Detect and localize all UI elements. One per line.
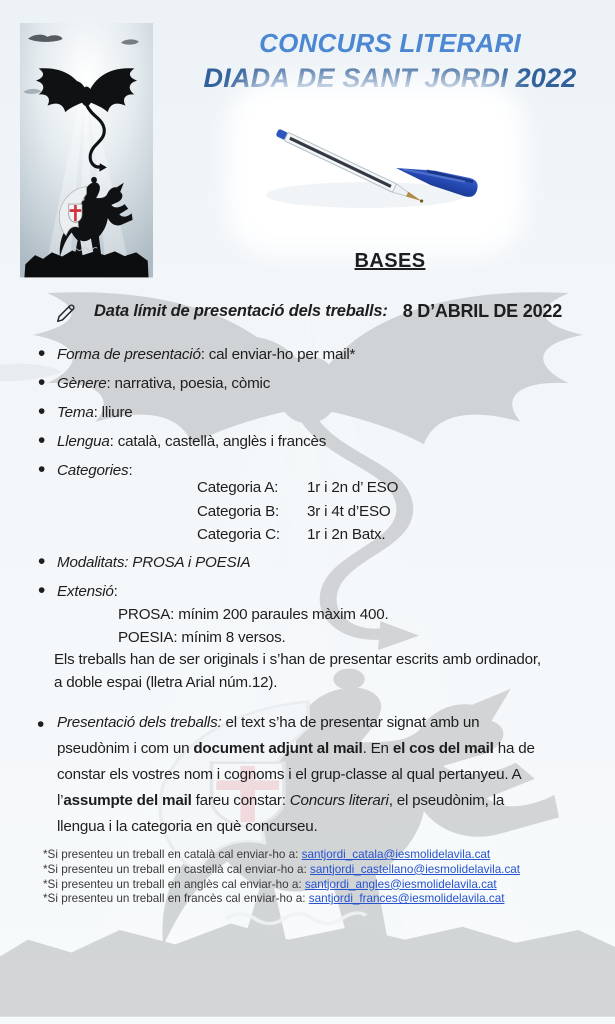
paragraph-line bbox=[57, 815, 577, 841]
text-segment: , el pseudònim, la bbox=[388, 792, 505, 809]
deadline-label: Data límit de presentació dels treballs: bbox=[94, 301, 388, 320]
list-item bbox=[38, 373, 355, 402]
footnote-text: *Si presenteu un treball en castellà cal enviar-ho a: bbox=[43, 862, 311, 876]
pen-icon bbox=[54, 298, 81, 325]
bases-heading bbox=[330, 250, 450, 273]
category-name: Categoria B: bbox=[197, 502, 280, 520]
paragraph-line bbox=[57, 711, 577, 737]
text-segment: Concurs literari bbox=[289, 792, 389, 809]
rules-list bbox=[38, 344, 355, 489]
list-item bbox=[38, 431, 355, 460]
list-item bbox=[38, 344, 355, 373]
text-segment: constar els vostres nom i cognoms i el grup-classe al qual pertanyeu. A bbox=[57, 766, 522, 783]
item-label: Extensió bbox=[57, 583, 114, 600]
text-segment: llengua i la categoria en què concurseu. bbox=[57, 818, 318, 835]
item-text: : bbox=[113, 583, 118, 600]
text-segment: ha de bbox=[493, 740, 535, 757]
list-item bbox=[38, 552, 250, 581]
item-text: : català, castellà, anglès i francès bbox=[109, 433, 327, 450]
text-segment: fareu constar: bbox=[191, 792, 290, 809]
text-segment: l’ bbox=[57, 792, 64, 809]
header bbox=[170, 27, 610, 94]
footnotes bbox=[43, 848, 520, 907]
prosa-rule: PROSA: mínim 200 paraules màxim 400. bbox=[118, 606, 389, 623]
contest-title: CONCURS LITERARI bbox=[259, 28, 521, 58]
ballpoint-pen-image bbox=[248, 100, 504, 235]
table-row bbox=[197, 524, 398, 548]
text-segment: Presentació dels treballs: bbox=[57, 714, 222, 731]
rules-list-2 bbox=[38, 552, 250, 610]
item-label: Gènere bbox=[57, 375, 107, 392]
item-text: : bbox=[128, 462, 133, 479]
item-text: : narrativa, poesia, còmic bbox=[106, 375, 271, 392]
deadline-date: 8 D’ABRIL DE 2022 bbox=[402, 300, 563, 321]
footnote bbox=[43, 892, 520, 907]
originality-note-line2: a doble espai (lletra Arial núm.12). bbox=[54, 674, 278, 691]
text-segment: el text s’ha de presentar signat amb un bbox=[221, 714, 480, 731]
poesia-rule: POESIA: mínim 8 versos. bbox=[118, 629, 286, 646]
item-label: Forma de presentació bbox=[57, 346, 201, 363]
item-label: Tema bbox=[57, 404, 94, 421]
knight-dragon-image bbox=[20, 23, 153, 283]
paragraph-line bbox=[57, 789, 577, 815]
footnote-text: *Si presenteu un treball en català cal enviar-ho a: bbox=[43, 848, 302, 861]
list-item bbox=[38, 402, 355, 431]
item-label: Llengua bbox=[57, 433, 110, 450]
category-name: Categoria A: bbox=[197, 479, 279, 496]
text-segment: document adjunt al mail bbox=[193, 740, 363, 757]
table-row bbox=[197, 501, 398, 525]
originality-note-line1: Els treballs han de ser originals i s’han de presentar escrits amb ordinador, bbox=[54, 651, 541, 668]
email-link[interactable]: santjordi_castellano@iesmolidelavila.cat bbox=[310, 862, 521, 876]
email-link[interactable]: santjordi_frances@iesmolidelavila.cat bbox=[308, 892, 505, 906]
paragraph-line bbox=[57, 763, 577, 789]
category-value: 1r i 2n d’ ESO bbox=[307, 479, 399, 496]
bases-text: BASES bbox=[354, 250, 426, 272]
item-label: Categories bbox=[57, 462, 129, 479]
presentation-paragraph bbox=[57, 711, 577, 841]
event-title: DIADA DE SANT JORDI 2022 bbox=[203, 63, 577, 93]
text-segment: . En bbox=[362, 740, 393, 757]
categories-table bbox=[197, 477, 398, 548]
category-name: Categoria C: bbox=[197, 526, 280, 544]
pen-photo bbox=[248, 100, 504, 235]
deadline-row bbox=[54, 297, 562, 325]
email-link[interactable]: santjordi_catala@iesmolidelavila.cat bbox=[301, 848, 491, 861]
sant-jordi-illustration bbox=[20, 23, 153, 283]
item-text: : lliure bbox=[93, 404, 133, 421]
footnote bbox=[43, 863, 520, 878]
footnote-text: *Si presenteu un treball en francès cal enviar-ho a: bbox=[43, 892, 309, 906]
paragraph-line bbox=[57, 737, 577, 763]
text-segment: pseudònim i com un bbox=[57, 740, 194, 757]
item-text: : cal enviar-ho per mail* bbox=[200, 346, 356, 363]
category-value: 1r i 2n Batx. bbox=[307, 526, 386, 544]
email-link[interactable]: santjordi_angles@iesmolidelavila.cat bbox=[304, 877, 497, 891]
text-segment: assumpte del mail bbox=[63, 792, 192, 809]
footnote-text: *Si presenteu un treball en anglès cal enviar-ho a: bbox=[43, 877, 305, 891]
text-segment: el cos del mail bbox=[392, 740, 494, 757]
item-label: Modalitats: PROSA i POESIA bbox=[57, 554, 251, 571]
category-value: 3r i 4t d’ESO bbox=[307, 502, 391, 520]
footnote bbox=[43, 848, 520, 863]
footnote bbox=[43, 878, 520, 893]
table-row bbox=[197, 477, 398, 501]
